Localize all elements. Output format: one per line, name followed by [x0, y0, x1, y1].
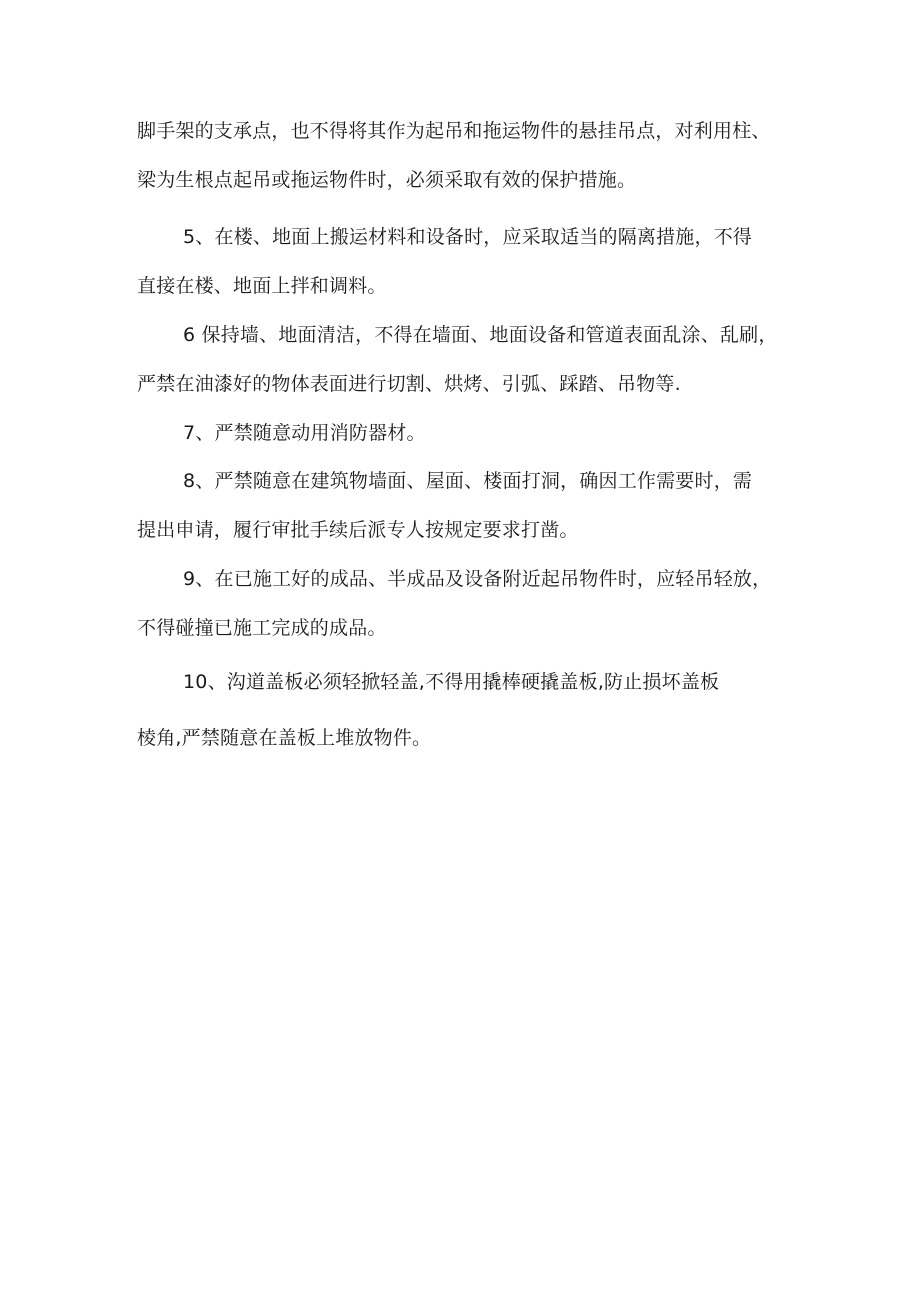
- paragraph-5-line-1: 5、在楼、地面上搬运材料和设备时，应采取适当的隔离措施，不得: [183, 226, 753, 248]
- paragraph-6-line-1: 6 保持墙、地面清洁，不得在墙面、地面设备和管道表面乱涂、乱刷，: [183, 324, 778, 346]
- paragraph-9-line-1: 9、在已施工好的成品、半成品及设备附近起吊物件时，应轻吊轻放，: [183, 568, 772, 590]
- paragraph-5-line-2: 直接在楼、地面上拌和调料。: [137, 275, 387, 297]
- paragraph-cont-line-1: 脚手架的支承点，也不得将其作为起吊和拖运物件的悬挂吊点，对利用柱、: [137, 120, 771, 142]
- paragraph-10-line-2: 棱角,严禁随意在盖板上堆放物件。: [137, 727, 432, 749]
- paragraph-8-line-2: 提出申请，履行审批手续后派专人按规定要求打凿。: [137, 519, 579, 541]
- paragraph-7-line-1: 7、严禁随意动用消防器材。: [183, 422, 426, 444]
- paragraph-cont-line-2: 梁为生根点起吊或拖运物件时，必须采取有效的保护措施。: [137, 169, 637, 191]
- paragraph-10-line-1: 10、沟道盖板必须轻掀轻盖,不得用撬棒硬撬盖板,防止损坏盖板: [183, 671, 720, 693]
- paragraph-8-line-1: 8、严禁随意在建筑物墙面、屋面、楼面打洞，确因工作需要时，需: [183, 470, 753, 492]
- paragraph-9-line-2: 不得碰撞已施工完成的成品。: [137, 617, 387, 639]
- paragraph-6-line-2: 严禁在油漆好的物体表面进行切割、烘烤、引弧、踩踏、吊物等.: [137, 373, 681, 395]
